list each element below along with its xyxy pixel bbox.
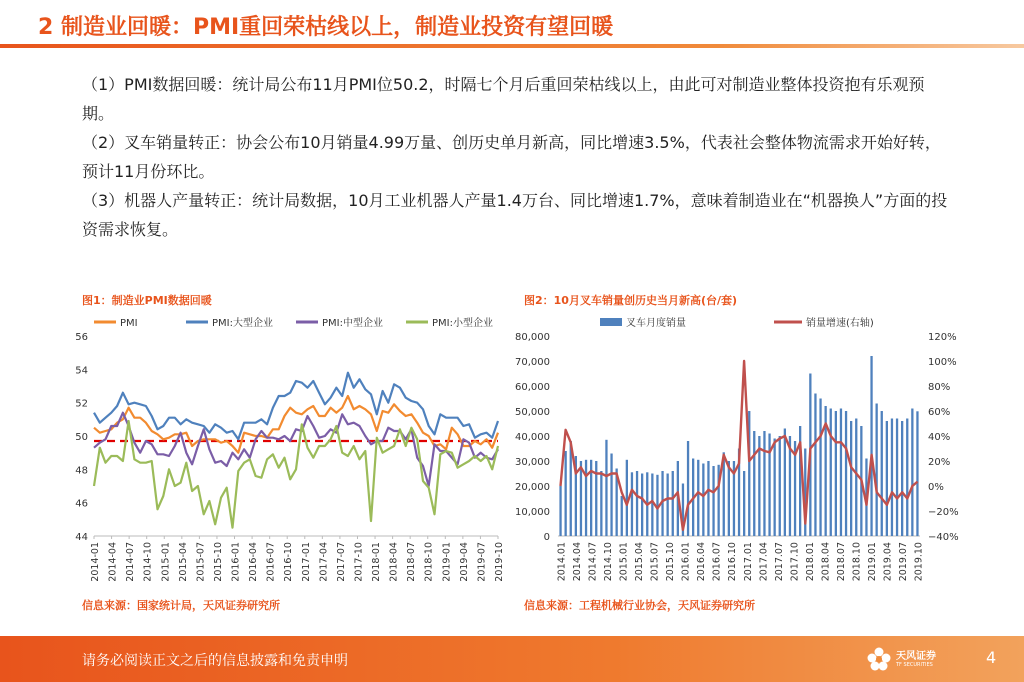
legend-label: PMI:中型企业 (322, 318, 383, 329)
y2-tick-label: 60% (928, 407, 951, 418)
sales-bar (651, 474, 653, 537)
x-tick-label: 2019-04 (458, 542, 470, 582)
x-tick-label: 2019.01 (866, 542, 878, 582)
sales-bar (870, 356, 872, 536)
paragraph-forklift: （2）叉车销量转正：协会公布10月销量4.99万量、创历史单月新高，同比增速3.5%，代表社会整体物流需求开始好转，预计11月份环比。 (82, 133, 941, 181)
footer (0, 636, 1024, 682)
title-rule (0, 44, 1024, 48)
legend-label: 叉车月度销量 (626, 318, 686, 329)
sales-bar (565, 451, 567, 536)
y2-tick-label: 40% (928, 432, 951, 443)
x-tick-label: 2019-10 (494, 542, 505, 582)
x-tick-label: 2014-01 (90, 542, 101, 582)
sales-bar (570, 441, 572, 536)
sales-bar (814, 394, 816, 537)
pmi-line-chart (66, 310, 506, 596)
x-tick-label: 2014-10 (142, 542, 154, 582)
x-tick-label: 2015-07 (195, 542, 207, 582)
x-tick-label: 2016.10 (727, 542, 739, 582)
y2-tick-label: 0% (928, 482, 944, 493)
forklift-sales-chart (508, 310, 968, 596)
x-tick-label: 2018-04 (388, 542, 400, 582)
x-tick-label: 2014.10 (603, 542, 615, 582)
sales-bar (886, 421, 888, 536)
sales-bar (819, 399, 821, 537)
x-tick-label: 2019-07 (476, 542, 488, 582)
sales-bar (605, 440, 607, 536)
legend-label: PMI:小型企业 (432, 318, 493, 329)
x-tick-label: 2017-01 (300, 542, 312, 582)
x-tick-label: 2015.01 (618, 542, 630, 582)
legend-label: 销量增速(右轴) (806, 318, 874, 329)
sales-bar (906, 419, 908, 537)
sales-bar (712, 466, 714, 536)
paragraph-robot: （3）机器人产量转正：统计局数据，10月工业机器人产量1.4万台、同比增速1.7%，意味着制造业在“机器换人”方面的投资需求恢复。 (82, 191, 948, 239)
sales-bar (774, 439, 776, 537)
x-tick-label: 2015.04 (634, 542, 646, 582)
page-number: 4 (986, 648, 997, 667)
x-tick-label: 2015-10 (212, 542, 224, 582)
figure1-source: 信息来源：国家统计局，天风证券研究所 (82, 599, 280, 612)
y-tick-label: 80,000 (515, 332, 550, 343)
sales-bar (631, 472, 633, 536)
sales-bar (697, 460, 699, 536)
x-tick-label: 2016.01 (680, 542, 692, 582)
sales-bar (626, 460, 628, 536)
sales-bar (707, 461, 709, 536)
y-tick-label: 54 (75, 365, 88, 377)
x-tick-label: 2019.04 (882, 542, 894, 582)
x-tick-label: 2019-01 (441, 542, 453, 582)
legend-label: PMI (120, 318, 138, 329)
figure2-source: 信息来源：工程机械行业协会，天风证券研究所 (524, 599, 755, 612)
logo-name: 天风证券 (896, 651, 936, 662)
y-tick-label: 70,000 (515, 357, 550, 368)
x-tick-label: 2014-07 (125, 542, 137, 582)
x-tick-label: 2017.01 (742, 542, 754, 582)
sales-bar (779, 436, 781, 536)
sales-bar (559, 486, 561, 536)
sales-bar (876, 404, 878, 537)
sales-bar (702, 464, 704, 537)
x-tick-label: 2016.04 (696, 542, 708, 582)
sales-bar (687, 441, 689, 536)
legend-label: PMI:大型企业 (212, 318, 273, 329)
y2-tick-label: −40% (928, 532, 959, 543)
sales-bar (610, 454, 612, 537)
sales-bar (840, 409, 842, 537)
x-tick-label: 2017-10 (353, 542, 365, 582)
legend-swatch-bar (600, 318, 622, 326)
x-tick-label: 2015.10 (665, 542, 677, 582)
company-logo (866, 644, 946, 676)
sales-bar (672, 471, 674, 536)
x-tick-label: 2019.07 (897, 542, 909, 582)
sales-bar (855, 419, 857, 537)
x-tick-label: 2018-01 (371, 542, 383, 582)
sales-bar (621, 496, 623, 536)
sales-bar (891, 419, 893, 537)
x-tick-label: 2015.07 (649, 542, 661, 582)
sales-bar (753, 431, 755, 536)
x-tick-label: 2014.07 (587, 542, 599, 582)
title-bar (0, 0, 1024, 52)
sales-bar (743, 471, 745, 536)
x-tick-label: 2016-04 (248, 542, 260, 582)
x-tick-label: 2016-07 (265, 542, 277, 582)
x-tick-label: 2018.07 (835, 542, 847, 582)
sales-bar (835, 411, 837, 536)
x-tick-label: 2017-04 (318, 542, 330, 582)
x-tick-label: 2018.04 (820, 542, 832, 582)
x-tick-label: 2018-07 (406, 542, 418, 582)
logo-name-en: TF SECURITIES (896, 662, 933, 668)
sales-bar (636, 471, 638, 536)
paragraph-pmi: （1）PMI数据回暖：统计局公布11月PMI位50.2，时隔七个月后重回荣枯线以上，由此可对制造业整体投资抱有乐观预期。 (82, 75, 925, 123)
sales-bar (901, 421, 903, 536)
sales-bar (911, 409, 913, 537)
y2-tick-label: −20% (928, 507, 959, 518)
x-tick-label: 2019.10 (913, 542, 925, 582)
body-text (82, 70, 952, 244)
sales-bar (728, 461, 730, 536)
y-tick-label: 60,000 (515, 382, 550, 393)
sales-bar (881, 411, 883, 536)
x-tick-label: 2016.07 (711, 542, 723, 582)
y-tick-label: 20,000 (515, 482, 550, 493)
x-tick-label: 2018.10 (851, 542, 863, 582)
sales-bar (763, 431, 765, 536)
y2-tick-label: 20% (928, 457, 951, 468)
series-line-3 (94, 421, 498, 528)
y-tick-label: 30,000 (515, 457, 550, 468)
sales-bar (845, 411, 847, 536)
sales-bar (850, 421, 852, 536)
x-tick-label: 2014.01 (556, 542, 568, 582)
y-tick-label: 50,000 (515, 407, 550, 418)
y-tick-label: 40,000 (515, 432, 550, 443)
sales-bar (585, 460, 587, 536)
x-tick-label: 2017.04 (758, 542, 770, 582)
x-tick-label: 2014.04 (572, 542, 584, 582)
y-tick-label: 56 (75, 332, 88, 343)
sales-bar (580, 461, 582, 536)
x-tick-label: 2018-10 (423, 542, 435, 582)
y-tick-label: 0 (543, 532, 550, 543)
y-tick-label: 52 (75, 398, 88, 410)
y-tick-label: 10,000 (515, 507, 550, 518)
y2-tick-label: 120% (928, 332, 957, 343)
sales-bar (896, 419, 898, 537)
x-tick-label: 2017.10 (789, 542, 801, 582)
sales-bar (641, 474, 643, 537)
y-tick-label: 50 (75, 432, 88, 443)
x-tick-label: 2017.07 (773, 542, 785, 582)
x-tick-label: 2016-01 (230, 542, 242, 582)
x-tick-label: 2015-04 (177, 542, 189, 582)
y-tick-label: 48 (75, 465, 88, 477)
figure2-caption: 图2：10月叉车销量创历史当月新高(台/套) (524, 294, 738, 307)
sales-bar (830, 409, 832, 537)
x-tick-label: 2017-07 (335, 542, 347, 582)
sales-bar (916, 411, 918, 536)
x-tick-label: 2018.01 (804, 542, 816, 582)
flower-logo-icon (866, 646, 892, 672)
x-tick-label: 2015-01 (160, 542, 172, 582)
x-tick-label: 2016-10 (283, 542, 295, 582)
y2-tick-label: 80% (928, 382, 951, 393)
y-tick-label: 46 (75, 498, 88, 510)
page-title: 2 制造业回暖：PMI重回荣枯线以上，制造业投资有望回暖 (38, 15, 614, 40)
sales-bar (784, 429, 786, 537)
disclaimer-link[interactable]: 请务必阅读正文之后的信息披露和免责申明 (82, 653, 348, 669)
sales-bar (600, 471, 602, 536)
x-tick-label: 2014-04 (107, 542, 119, 582)
sales-bar (667, 474, 669, 537)
y2-tick-label: 100% (928, 357, 957, 368)
y-tick-label: 44 (75, 532, 88, 543)
figure1-caption: 图1：制造业PMI数据回暖 (82, 294, 212, 307)
